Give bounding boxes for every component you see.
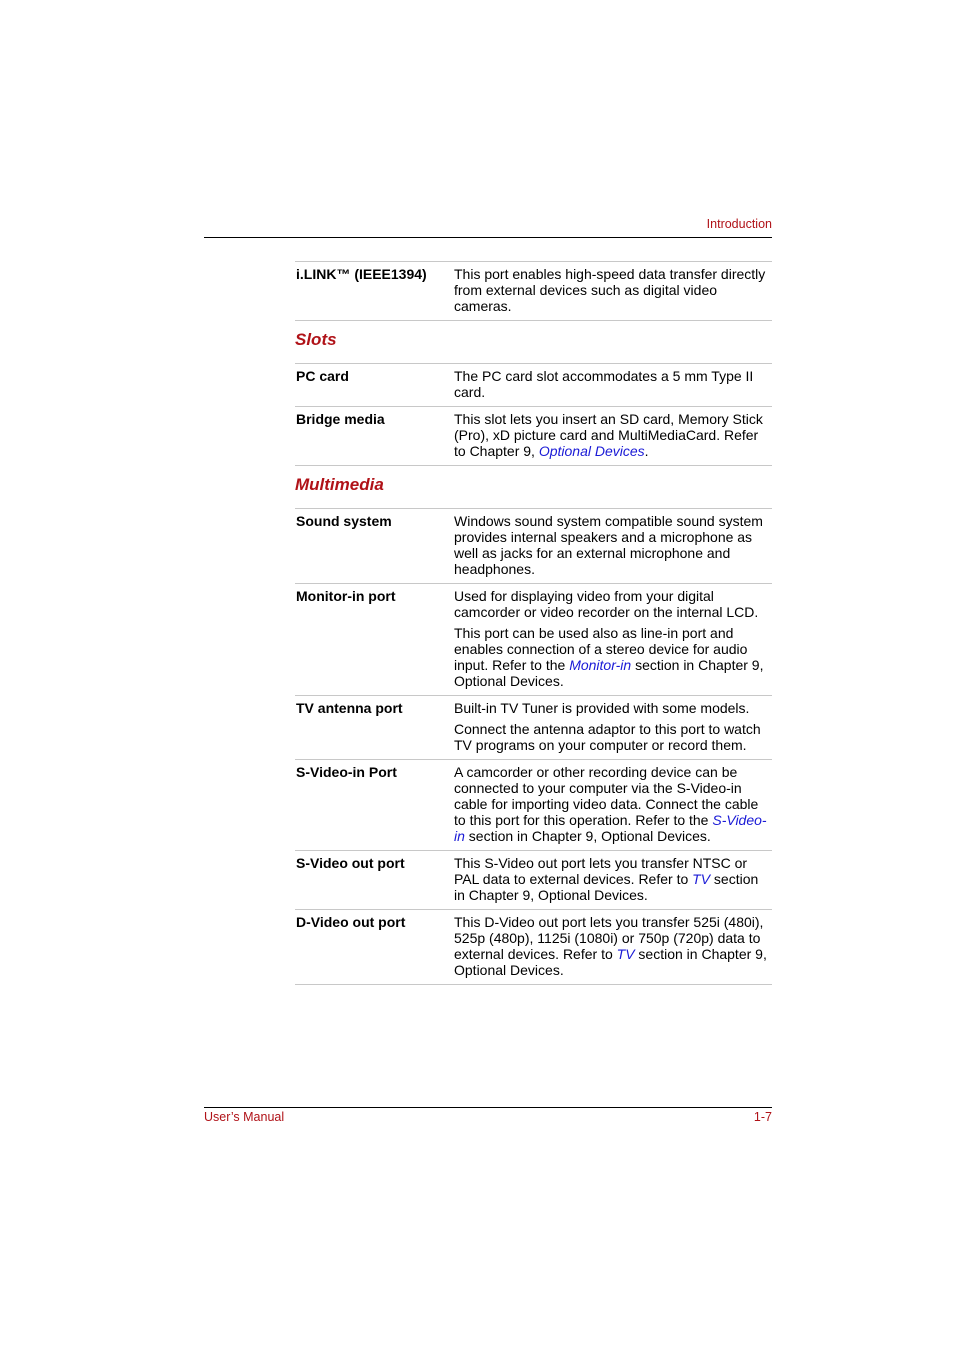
table-row	[295, 759, 772, 850]
link-monitor-in[interactable]: Monitor-in	[569, 657, 632, 673]
link-tv[interactable]: TV	[616, 946, 635, 962]
table-row	[295, 850, 772, 909]
desc-dvideo-out: This D-Video out port lets you transfer 525i (480i), 525p (480p), 1125i (1080i) or 750p (720p) data to external devices. Refer to TV section in Chapter 9, Optional Devices.	[454, 914, 767, 978]
table-row	[295, 695, 772, 759]
term-ilink: i.LINK™ (IEEE1394)	[296, 266, 427, 282]
term-pc-card: PC card	[296, 368, 349, 384]
term-dvideo-out: D-Video out port	[296, 914, 406, 930]
desc-tv-antenna: Built-in TV Tuner is provided with some models. Connect the antenna adaptor to this port to watch TV programs on your computer or record them.	[454, 700, 761, 753]
footer-manual-title: User’s Manual	[204, 1110, 285, 1124]
table-row	[295, 363, 772, 406]
table-row	[295, 406, 772, 465]
spec-table	[295, 261, 772, 985]
section-title-slots: Slots	[295, 320, 772, 363]
section-title-multimedia: Multimedia	[295, 465, 772, 508]
table-row	[295, 583, 772, 695]
running-header: Introduction	[706, 217, 772, 231]
table-row	[295, 261, 772, 320]
desc-sound-system: Windows sound system compatible sound system provides internal speakers and a microphone as well as jacks for an external microphone and headphones.	[454, 513, 763, 577]
footer-divider	[204, 1107, 772, 1108]
link-optional-devices[interactable]: Optional Devices	[538, 443, 645, 459]
desc-ilink: This port enables high-speed data transfer directly from external devices such as digital video cameras.	[454, 266, 766, 314]
link-svideo-in[interactable]: S-Video-in	[454, 812, 767, 844]
page-number: 1-7	[753, 1110, 772, 1124]
desc-svideo-in: A camcorder or other recording device can be connected to your computer via the S-Video-in cable for importing video data. Connect the cable to this port for this operation. Refer to the S-Video-in section in Chapter 9, Optional Devices.	[454, 764, 767, 844]
header-divider	[204, 237, 772, 238]
desc-bridge-media: This slot lets you insert an SD card, Memory Stick (Pro), xD picture card and MultiMediaCard. Refer to Chapter 9, Optional Devices.	[454, 411, 763, 459]
desc-svideo-out: This S-Video out port lets you transfer NTSC or PAL data to external devices. Refer to TV section in Chapter 9, Optional Devices.	[454, 855, 759, 903]
term-svideo-out: S-Video out port	[296, 855, 405, 871]
term-tv-antenna: TV antenna port	[296, 700, 403, 716]
link-tv[interactable]: TV	[692, 871, 711, 887]
term-bridge-media: Bridge media	[296, 411, 385, 427]
desc-pc-card: The PC card slot accommodates a 5 mm Type II card.	[454, 368, 754, 400]
table-row	[295, 508, 772, 583]
term-monitor-in: Monitor-in port	[296, 588, 396, 604]
term-sound-system: Sound system	[296, 513, 392, 529]
term-svideo-in: S-Video-in Port	[296, 764, 397, 780]
table-row	[295, 909, 772, 985]
desc-monitor-in: Used for displaying video from your digital camcorder or video recorder on the internal LCD. This port can be used also as line-in port and enables connection of a stereo device for audio input. Refer to the Monitor-in section in Chapter 9, Optional Devices.	[454, 588, 764, 689]
